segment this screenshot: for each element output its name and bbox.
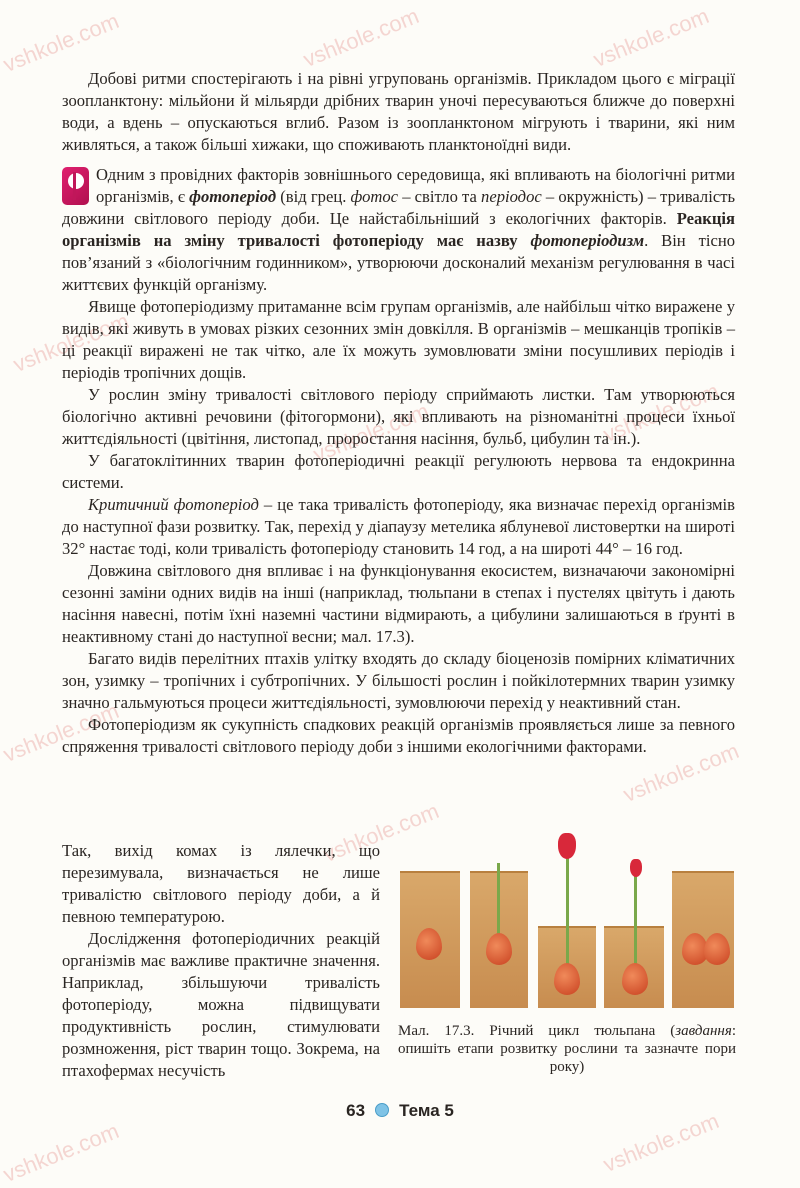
important-marker-icon bbox=[62, 167, 89, 205]
definition-paragraph bbox=[62, 164, 735, 296]
watermark: vshkole.com bbox=[0, 1118, 123, 1188]
topic-label: Тема 5 bbox=[399, 1101, 454, 1120]
caption-text: Мал. 17.3. Річний цикл тюльпана ( bbox=[398, 1023, 676, 1039]
term-photoperiodism: фотоперіодизм bbox=[530, 231, 645, 250]
text: – це така тривалість фотоперіоду, яка визначає перехід організмів до наступної фази розвитку. Так, перехід у діапаузу метелика яблуневої листовертки на широті 32° настає тоді, коли тривалість фотоперіоду становить 14 год, а на широті 44° – 16 год. bbox=[62, 495, 735, 558]
watermark: vshkole.com bbox=[619, 738, 743, 808]
paragraph: Дослідження фотоперіодичних реакцій організмів має важливе практичне значення. Наприклад, збільшуючи тривалість фотоперіоду, можна підвищувати продуктивність рослин, стимулювати розмноження, ріст тварин тощо. Зокрема, на птахофермах несучість bbox=[62, 929, 380, 1080]
watermark: vshkole.com bbox=[599, 378, 723, 448]
left-column bbox=[62, 840, 380, 1082]
paragraph: Багато видів перелітних птахів улітку входять до складу біоценозів помірних кліматичних зон, узимку – тропічних і субтропічних. У більшості рослин і пойкілотермних тварин узимку значно гальмуються процеси життєдіяльності, зумовлюючи перехід у неактивний стан. bbox=[62, 649, 735, 712]
watermark: vshkole.com bbox=[9, 308, 133, 378]
term: фотос bbox=[350, 187, 399, 206]
term-critical-photoperiod: Критичний фотоперіод bbox=[88, 495, 259, 514]
text: Одним з провідних факторів зовнішнього середовища, які впливають на біологічні ритми організмів, є bbox=[96, 165, 735, 206]
watermark: vshkole.com bbox=[0, 8, 123, 78]
text: (від грец. bbox=[276, 187, 351, 206]
watermark: vshkole.com bbox=[599, 1108, 723, 1178]
paragraph: Довжина світлового дня впливає і на функціонування екосистем, визначаючи закономірні сезонні заміни одних видів на інші (наприклад, тюльпани в степах і пустелях цвітуть і дають насіння навесні, потім їхні наземні частини відмирають, а цибулини залишаються в ґрунті в неактивному стані до наступної весни; мал. 17.3). bbox=[62, 561, 735, 646]
caption-text: : опишіть етапи розвитку рослини та зазначте пори року) bbox=[398, 1023, 736, 1075]
text: – світло та bbox=[398, 187, 482, 206]
term: періодос bbox=[481, 187, 542, 206]
paragraph: Фотоперіодизм як сукупність спадкових реакцій організмів проявляється лише за певного спряження тривалості світлового періоду доби з іншими екологічними факторами. bbox=[62, 715, 735, 756]
paragraph: Добові ритми спостерігають і на рівні угруповань організмів. Прикладом цього є міграції зоопланктону: мільйони й мільярди дрібних тварин уночі пересуваються ближче до поверхні води, а вдень – опускаються вглиб. Разом із зоопланктоном мігрують і тварини, які ним живляться, а також більші хижаки, що споживають планктоноїдні види. bbox=[62, 69, 735, 154]
page-footer bbox=[0, 1101, 800, 1121]
paragraph: У рослин зміну тривалості світлового періоду сприймають листки. Там утворюються біологічно активні речовини (фітогормони), які впливають на різноманітні процеси їхньої життєдіяльності (цвітіння, листопад, проростання насіння, бульб, цибулин та ін.). bbox=[62, 385, 735, 448]
figure-caption bbox=[398, 1022, 736, 1076]
term-photoperiod: фотоперіод bbox=[189, 187, 277, 206]
text: – окружність) – тривалість довжини світлового періоду доби. Це найстабільніший з екологічних факторів. bbox=[62, 187, 736, 228]
watermark: vshkole.com bbox=[299, 3, 423, 73]
tulip-cycle-illustration bbox=[398, 833, 736, 1008]
figure-17-3 bbox=[398, 833, 736, 1076]
circle-bullet-icon bbox=[375, 1103, 389, 1117]
page-number: 63 bbox=[346, 1101, 366, 1120]
caption-task-label: завдання bbox=[675, 1023, 732, 1039]
paragraph bbox=[62, 494, 735, 560]
paragraph: Так, вихід комах із лялечки, що перезимувала, визначається не лише тривалістю світлового періоду доби, а й певною температурою. bbox=[62, 841, 380, 926]
watermark: vshkole.com bbox=[0, 698, 123, 768]
watermark: vshkole.com bbox=[589, 3, 713, 73]
page-body bbox=[62, 68, 735, 758]
watermark: vshkole.com bbox=[319, 798, 443, 868]
paragraph: У багатоклітинних тварин фотоперіодичні реакції регулюють нервова та ендокринна системи. bbox=[62, 451, 735, 492]
bold-definition: Реакція організмів на зміну тривалості фотоперіоду має назву bbox=[62, 209, 735, 250]
watermark: vshkole.com bbox=[309, 398, 433, 468]
text: . Він тісно пов’язаний з «біологічним годинником», утворюючи досконалий механізм регулювання в часі життєвих функцій організму. bbox=[62, 231, 735, 294]
paragraph: Явище фотоперіодизму притаманне всім групам організмів, але найбільш чітко виражене у видів, які живуть в умовах різких сезонних змін довкілля. В організмів – мешканців тропіків – ці реакції виражені не так чітко, але їх можуть зумовлювати зміни посушливих періодів і періодів тропічних дощів. bbox=[62, 297, 735, 382]
